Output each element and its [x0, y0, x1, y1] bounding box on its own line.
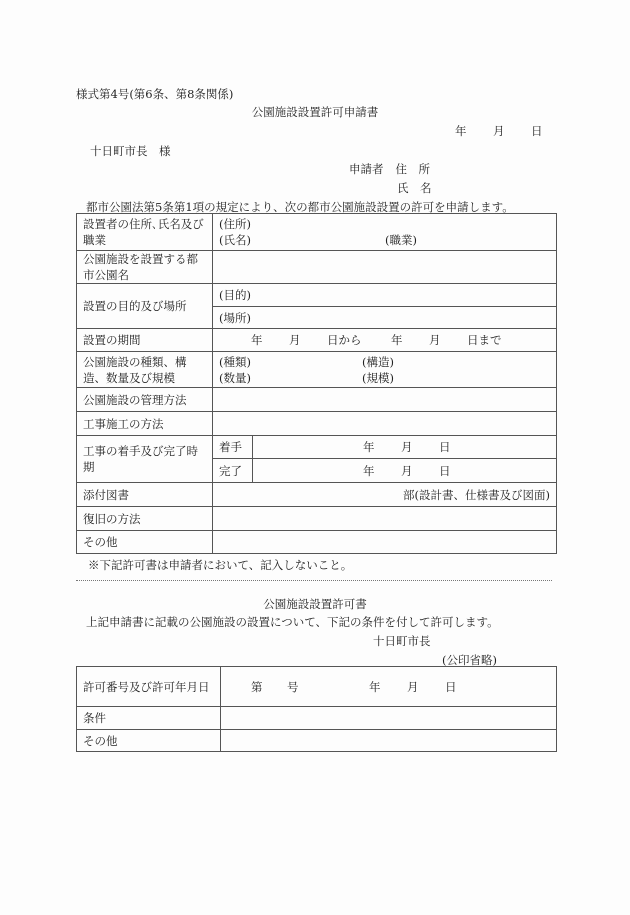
restoration-method-field[interactable] — [213, 507, 557, 531]
start-date-field[interactable] — [253, 436, 557, 459]
row-label: 公園施設を設置する都市公園名 — [77, 251, 213, 284]
table-row — [77, 251, 557, 284]
end-label: 完了 — [213, 459, 253, 483]
applicant-address-line — [349, 161, 430, 177]
management-method-field[interactable] — [213, 388, 557, 412]
row-label: 設置者の住所､氏名及び職業 — [77, 214, 213, 251]
applicant-label: 申請者 — [349, 162, 384, 176]
row-label: その他 — [77, 730, 221, 752]
permit-month: 月 — [407, 679, 419, 694]
application-table — [76, 213, 557, 554]
name-label: 氏 名 — [397, 181, 432, 195]
table-row — [77, 412, 557, 436]
intro-text: 都市公園法第5条第1項の規定により、次の都市公園施設設置の許可を申請します。 — [86, 200, 514, 214]
table-row — [77, 707, 557, 730]
from-month: 月 — [289, 333, 301, 347]
cut-line-divider — [76, 580, 552, 581]
row-label: その他 — [77, 531, 213, 554]
construction-method-field[interactable] — [213, 412, 557, 436]
end-month: 月 — [401, 463, 413, 478]
table-row — [77, 667, 557, 707]
application-date — [455, 123, 543, 139]
permit-day: 日 — [445, 679, 457, 694]
to-day: 日まで — [467, 333, 502, 347]
number-suffix: 号 — [287, 679, 299, 694]
number-prefix: 第 — [251, 679, 263, 694]
note-text: ※下記許可書は申請者において、記入しないこと。 — [88, 558, 353, 572]
name-field: (氏名) — [219, 233, 251, 247]
quantity-field: (数量) — [219, 370, 251, 385]
row-label: 復旧の方法 — [77, 507, 213, 531]
end-day: 日 — [439, 463, 451, 478]
permit-text: 上記申請書に記載の公園施設の設置について、下記の条件を付して許可します。 — [86, 615, 499, 629]
row-label: 設置の期間 — [77, 329, 213, 352]
application-title-text: 公園施設設置許可申請書 — [251, 105, 379, 119]
start-day: 日 — [439, 440, 451, 454]
name-occupation-line — [219, 232, 550, 248]
form-number: 様式第4号(第6条、第8条関係) — [76, 87, 234, 101]
address-field: (住所) — [219, 217, 251, 231]
table-row — [77, 531, 557, 554]
park-name-field[interactable] — [213, 251, 557, 284]
address-label: 住 所 — [395, 162, 430, 176]
table-row — [77, 214, 557, 251]
to-month: 月 — [429, 333, 441, 347]
end-year: 年 — [363, 463, 375, 478]
table-row — [77, 388, 557, 412]
attachments-field[interactable]: 部(設計書、仕様書及び図面) — [213, 483, 557, 507]
permit-other-field[interactable] — [221, 730, 557, 752]
applicant-name-line — [397, 180, 432, 196]
conditions-field[interactable] — [221, 707, 557, 730]
purpose-field[interactable]: (目的) — [213, 284, 557, 307]
date-day: 日 — [531, 124, 543, 138]
period-field[interactable] — [213, 329, 557, 352]
end-date-field[interactable] — [253, 459, 557, 483]
to-year: 年 — [391, 333, 403, 347]
start-month: 月 — [401, 440, 413, 454]
date-year: 年 — [455, 124, 467, 138]
application-title — [0, 104, 630, 120]
row-label: 条件 — [77, 707, 221, 730]
row-label: 公園施設の種類、構造、数量及び規模 — [77, 352, 213, 388]
table-row — [77, 483, 557, 507]
addressee: 十日町市長 様 — [90, 144, 171, 158]
facility-details-cell[interactable] — [213, 352, 557, 388]
permit-issuer: 十日町市長 — [373, 634, 431, 648]
row-label: 工事施工の方法 — [77, 412, 213, 436]
permit-number-date-field[interactable] — [221, 667, 557, 707]
row-label: 公園施設の管理方法 — [77, 388, 213, 412]
row-label: 添付図書 — [77, 483, 213, 507]
from-day: 日から — [327, 333, 362, 347]
date-month: 月 — [493, 124, 505, 138]
table-row — [77, 507, 557, 531]
from-year: 年 — [251, 333, 263, 347]
table-row — [77, 730, 557, 752]
table-row — [77, 352, 557, 388]
structure-field: (構造) — [362, 354, 394, 369]
row-label: 工事の着手及び完了時期 — [77, 436, 213, 483]
seal-note: (公印省略) — [442, 653, 497, 667]
permit-title — [0, 596, 630, 612]
occupation-field: (職業) — [385, 233, 417, 247]
type-field: (種類) — [219, 354, 251, 369]
start-year: 年 — [363, 440, 375, 454]
table-row — [77, 436, 557, 459]
permit-year: 年 — [369, 679, 381, 694]
table-row — [77, 284, 557, 307]
permit-table — [76, 666, 557, 752]
applicant-info-cell[interactable] — [213, 214, 557, 251]
scale-field: (規模) — [362, 370, 394, 385]
row-label: 設置の目的及び場所 — [77, 284, 213, 329]
start-label: 着手 — [213, 436, 253, 459]
row-label: 許可番号及び許可年月日 — [77, 667, 221, 707]
permit-title-text: 公園施設設置許可書 — [263, 597, 367, 611]
other-field[interactable] — [213, 531, 557, 554]
place-field[interactable]: (場所) — [213, 307, 557, 329]
table-row — [77, 329, 557, 352]
